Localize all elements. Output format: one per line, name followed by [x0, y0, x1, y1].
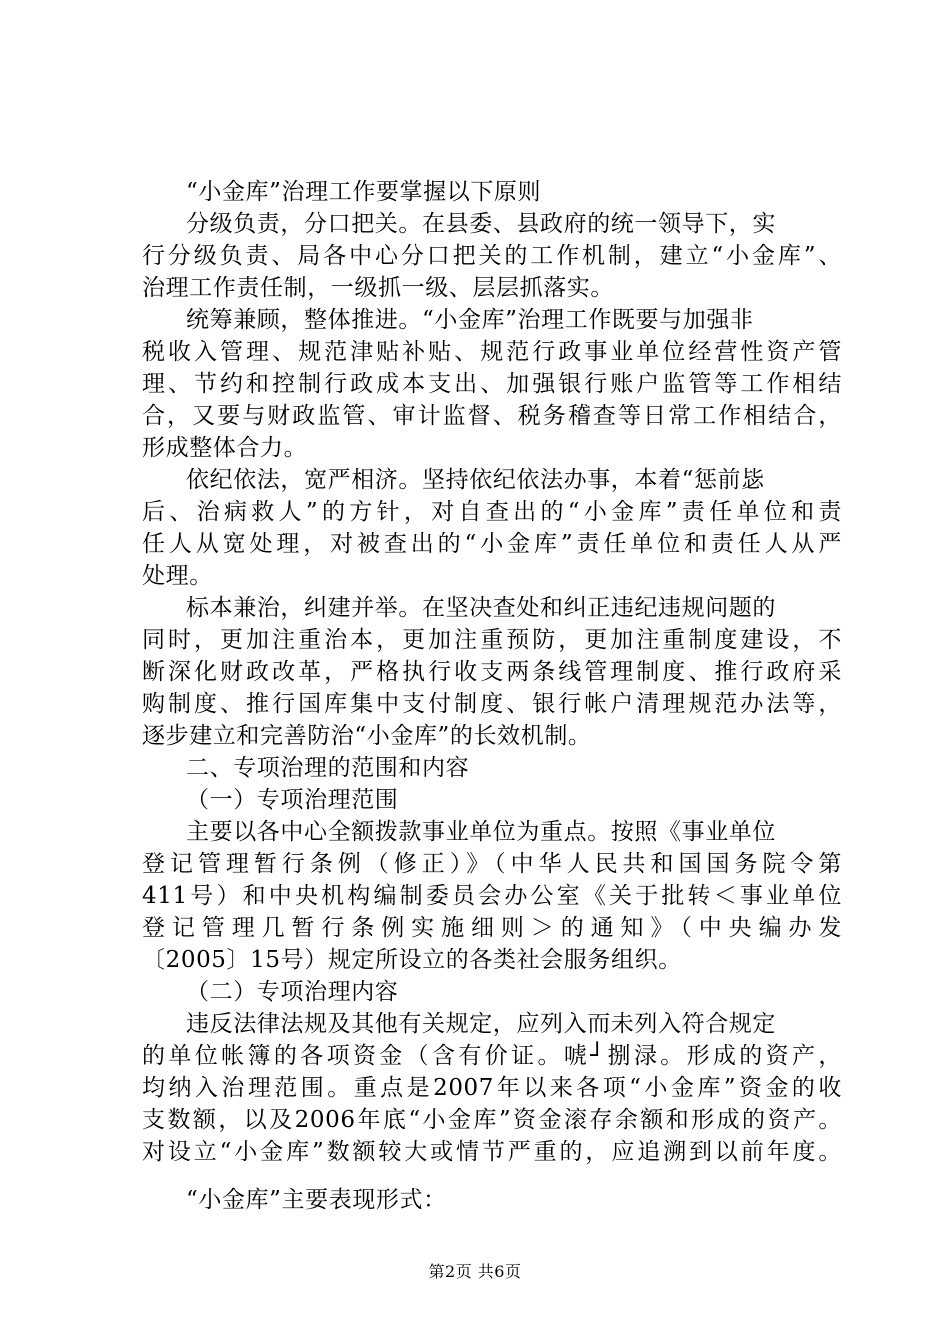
paragraph-line: 治理工作责任制，一级抓一级、层层抓落实。: [142, 275, 614, 301]
subsection-heading-scope: （一）专项治理范围: [186, 787, 399, 813]
paragraph-line: 处理。: [142, 563, 213, 589]
paragraph-line: 购制度、推行国库集中支付制度、银行帐户清理规范办法等，: [142, 691, 842, 717]
paragraph-line: 形成整体合力。: [142, 435, 308, 461]
paragraph-line: 主要以各中心全额拨款事业单位为重点。按照《事业单位: [186, 819, 776, 845]
paragraph-line: 依纪依法，宽严相济。坚持依纪依法办事，本着“惩前毖: [186, 467, 765, 493]
paragraph-line: 后、治病救人”的方针，对自查出的“小金库”责任单位和责: [142, 499, 842, 525]
paragraph-line: 411号）和中央机构编制委员会办公室《关于批转＜事业单位: [142, 883, 842, 909]
paragraph-line: 标本兼治，纠建并举。在坚决查处和纠正违纪违规问题的: [186, 595, 776, 621]
paragraph-line: 对设立“小金库”数额较大或情节严重的，应追溯到以前年度。: [142, 1139, 842, 1165]
subsection-heading-content: （二）专项治理内容: [186, 979, 399, 1005]
page-footer: 第2页 共6页: [428, 1262, 522, 1281]
paragraph-line: 行分级负责、局各中心分口把关的工作机制，建立“小金库”、: [142, 243, 842, 269]
section-heading-scope-content: 二、专项治理的范围和内容: [186, 755, 470, 781]
paragraph-line: 统筹兼顾，整体推进。“小金库”治理工作既要与加强非: [186, 307, 754, 333]
paragraph-line: 理、节约和控制行政成本支出、加强银行账户监管等工作相结: [142, 371, 842, 397]
paragraph-line: 任人从宽处理，对被查出的“小金库”责任单位和责任人从严: [142, 531, 842, 557]
section-heading-forms: “小金库”主要表现形式：: [186, 1187, 447, 1213]
paragraph-line: 均纳入治理范围。重点是2007年以来各项“小金库”资金的收: [142, 1075, 842, 1101]
paragraph-line: 同时，更加注重治本，更加注重预防，更加注重制度建设，不: [142, 627, 842, 653]
paragraph-line: 登记管理暂行条例（修正）》（中华人民共和国国务院令第: [142, 851, 842, 877]
paragraph-line: 税收入管理、规范津贴补贴、规范行政事业单位经营性资产管: [142, 339, 842, 365]
paragraph-line: 逐步建立和完善防治“小金库”的长效机制。: [142, 723, 592, 749]
paragraph-line: 〔2005〕15号）规定所设立的各类社会服务组织。: [142, 947, 682, 973]
paragraph-line: 断深化财政改革，严格执行收支两条线管理制度、推行政府采: [142, 659, 842, 685]
paragraph-line: 违反法律法规及其他有关规定，应列入而未列入符合规定: [186, 1011, 776, 1037]
paragraph-line: 的单位帐簿的各项资金（含有价证。唬┘捌渌。形成的资产，: [142, 1043, 843, 1069]
paragraph-line: 支数额，以及2006年底“小金库”资金滚存余额和形成的资产。: [142, 1107, 842, 1133]
paragraph-line: 分级负责，分口把关。在县委、县政府的统一领导下，实: [186, 211, 776, 237]
section-heading-principles: “小金库”治理工作要掌握以下原则: [186, 179, 542, 205]
paragraph-line: 合，又要与财政监管、审计监督、税务稽查等日常工作相结合，: [142, 403, 842, 429]
paragraph-line: 登记管理几暂行条例实施细则＞的通知》（中央编办发: [142, 915, 842, 941]
